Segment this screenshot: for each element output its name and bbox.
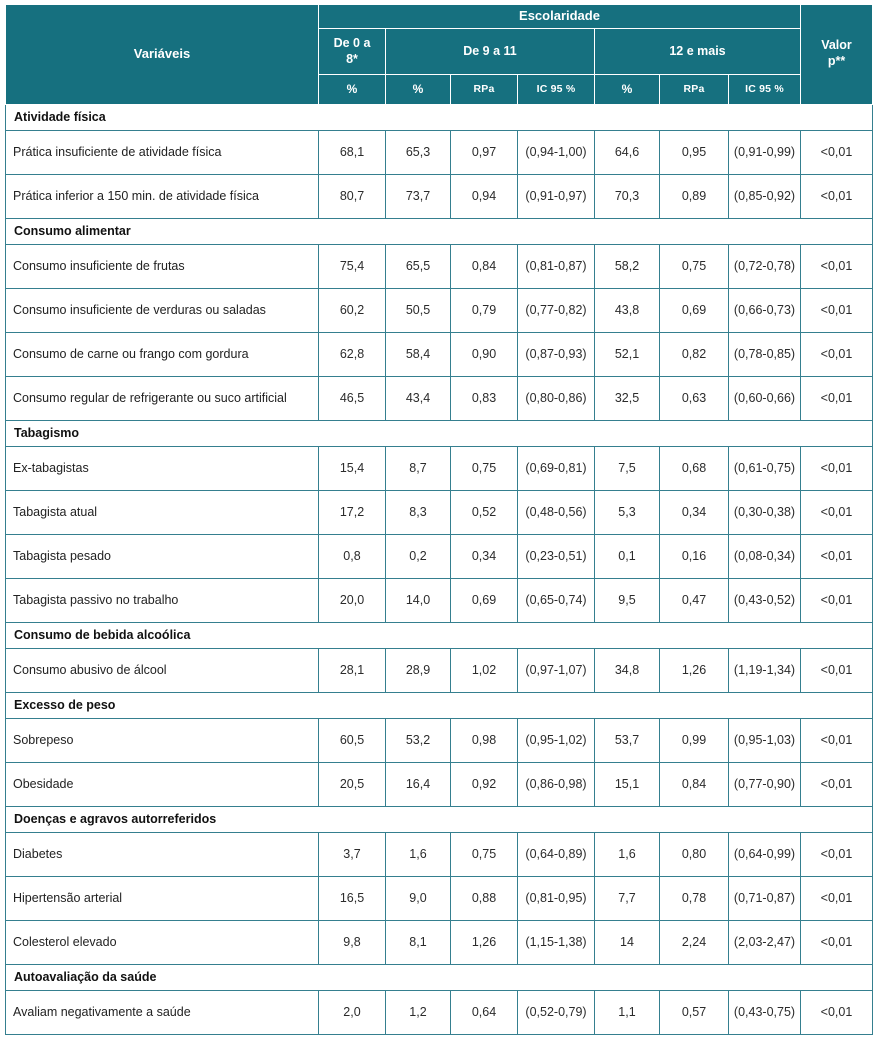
section-title: Autoavaliação da saúde [6, 965, 873, 991]
value-cell: 0,99 [660, 719, 729, 763]
value-cell: <0,01 [801, 447, 873, 491]
variable-label: Consumo abusivo de álcool [6, 649, 319, 693]
value-cell: 34,8 [595, 649, 660, 693]
value-cell: 2,0 [319, 991, 386, 1035]
table-row [6, 877, 873, 921]
column-header-pct-12: % [595, 75, 660, 105]
section-row [6, 807, 873, 833]
value-cell: 8,3 [386, 491, 451, 535]
column-header-rpa-9-11: RPa [451, 75, 518, 105]
value-cell: (0,43-0,52) [729, 579, 801, 623]
value-cell: (0,71-0,87) [729, 877, 801, 921]
value-cell: 0,75 [660, 245, 729, 289]
value-cell: 60,5 [319, 719, 386, 763]
value-cell: 7,7 [595, 877, 660, 921]
value-cell: 9,0 [386, 877, 451, 921]
value-cell: (0,64-0,99) [729, 833, 801, 877]
table-row [6, 719, 873, 763]
table-row [6, 175, 873, 219]
variable-label: Tabagista passivo no trabalho [6, 579, 319, 623]
value-cell: 75,4 [319, 245, 386, 289]
value-cell: <0,01 [801, 649, 873, 693]
value-cell: (0,65-0,74) [518, 579, 595, 623]
value-cell: (0,91-0,97) [518, 175, 595, 219]
header-row-top [6, 5, 873, 29]
value-cell: 14 [595, 921, 660, 965]
section-row [6, 421, 873, 447]
value-cell: (0,97-1,07) [518, 649, 595, 693]
variable-label: Obesidade [6, 763, 319, 807]
column-header-escolaridade: Escolaridade [319, 5, 801, 29]
value-cell: 0,84 [451, 245, 518, 289]
variable-label: Hipertensão arterial [6, 877, 319, 921]
table-row [6, 245, 873, 289]
variable-label: Ex-tabagistas [6, 447, 319, 491]
value-cell: <0,01 [801, 763, 873, 807]
table-row [6, 991, 873, 1035]
section-title: Atividade física [6, 105, 873, 131]
value-cell: 7,5 [595, 447, 660, 491]
value-cell: 0,34 [660, 491, 729, 535]
section-row [6, 623, 873, 649]
value-cell: <0,01 [801, 333, 873, 377]
group-de-0-a-8-label: De 0 a 8* [333, 35, 371, 66]
value-cell: 1,2 [386, 991, 451, 1035]
value-cell: 0,69 [451, 579, 518, 623]
value-cell: (0,61-0,75) [729, 447, 801, 491]
column-header-ic95-9-11: IC 95 % [518, 75, 595, 105]
table-row [6, 763, 873, 807]
section-row [6, 219, 873, 245]
section-title: Doenças e agravos autorreferidos [6, 807, 873, 833]
value-cell: (0,87-0,93) [518, 333, 595, 377]
value-cell: 0,57 [660, 991, 729, 1035]
column-group-de-0-a-8 [319, 29, 386, 75]
section-title: Excesso de peso [6, 693, 873, 719]
value-cell: 0,64 [451, 991, 518, 1035]
value-cell: 50,5 [386, 289, 451, 333]
value-cell: (0,77-0,82) [518, 289, 595, 333]
table-row [6, 131, 873, 175]
variable-label: Diabetes [6, 833, 319, 877]
value-cell: 8,7 [386, 447, 451, 491]
value-cell: 28,9 [386, 649, 451, 693]
value-cell: (0,86-0,98) [518, 763, 595, 807]
value-cell: 58,4 [386, 333, 451, 377]
value-cell: (0,91-0,99) [729, 131, 801, 175]
value-cell: 14,0 [386, 579, 451, 623]
value-cell: (0,66-0,73) [729, 289, 801, 333]
column-header-ic95-12: IC 95 % [729, 75, 801, 105]
section-title: Consumo alimentar [6, 219, 873, 245]
value-cell: <0,01 [801, 289, 873, 333]
section-row [6, 965, 873, 991]
value-cell: 1,26 [660, 649, 729, 693]
value-cell: 65,3 [386, 131, 451, 175]
value-cell: (1,15-1,38) [518, 921, 595, 965]
column-header-variaveis: Variáveis [6, 5, 319, 105]
value-cell: 1,26 [451, 921, 518, 965]
value-cell: 0,68 [660, 447, 729, 491]
value-cell: 58,2 [595, 245, 660, 289]
value-cell: (0,72-0,78) [729, 245, 801, 289]
variable-label: Tabagista atual [6, 491, 319, 535]
value-cell: 0,79 [451, 289, 518, 333]
table-row [6, 649, 873, 693]
value-cell: 80,7 [319, 175, 386, 219]
value-cell: 43,8 [595, 289, 660, 333]
value-cell: 15,1 [595, 763, 660, 807]
value-cell: 0,83 [451, 377, 518, 421]
value-cell: (0,64-0,89) [518, 833, 595, 877]
value-cell: 9,5 [595, 579, 660, 623]
value-cell: 0,84 [660, 763, 729, 807]
value-cell: 43,4 [386, 377, 451, 421]
table-header [6, 5, 873, 105]
value-cell: 0,88 [451, 877, 518, 921]
value-cell: <0,01 [801, 131, 873, 175]
value-cell: <0,01 [801, 377, 873, 421]
variable-label: Avaliam negativamente a saúde [6, 991, 319, 1035]
value-cell: 0,80 [660, 833, 729, 877]
escolaridade-table [5, 4, 873, 1035]
value-cell: (0,81-0,87) [518, 245, 595, 289]
value-cell: 16,4 [386, 763, 451, 807]
value-cell: 17,2 [319, 491, 386, 535]
value-cell: (2,03-2,47) [729, 921, 801, 965]
value-cell: 0,47 [660, 579, 729, 623]
value-cell: 0,94 [451, 175, 518, 219]
column-group-de-9-a-11: De 9 a 11 [386, 29, 595, 75]
column-header-valor-p [801, 5, 873, 105]
value-cell: 64,6 [595, 131, 660, 175]
variable-label: Consumo insuficiente de frutas [6, 245, 319, 289]
value-cell: <0,01 [801, 535, 873, 579]
value-cell: 0,82 [660, 333, 729, 377]
value-cell: 0,78 [660, 877, 729, 921]
value-cell: 1,6 [595, 833, 660, 877]
value-cell: <0,01 [801, 245, 873, 289]
value-cell: <0,01 [801, 175, 873, 219]
table-body [6, 105, 873, 1035]
table-row [6, 289, 873, 333]
column-header-rpa-12: RPa [660, 75, 729, 105]
value-cell: (0,94-1,00) [518, 131, 595, 175]
column-header-pct-9-11: % [386, 75, 451, 105]
value-cell: 0,75 [451, 447, 518, 491]
value-cell: 3,7 [319, 833, 386, 877]
value-cell: (0,80-0,86) [518, 377, 595, 421]
value-cell: 1,6 [386, 833, 451, 877]
table-row [6, 491, 873, 535]
value-cell: (0,78-0,85) [729, 333, 801, 377]
table-row [6, 535, 873, 579]
value-cell: 0,95 [660, 131, 729, 175]
value-cell: (0,08-0,34) [729, 535, 801, 579]
value-cell: 8,1 [386, 921, 451, 965]
value-cell: (0,81-0,95) [518, 877, 595, 921]
table-row [6, 333, 873, 377]
variable-label: Consumo de carne ou frango com gordura [6, 333, 319, 377]
value-cell: (0,52-0,79) [518, 991, 595, 1035]
value-cell: 1,1 [595, 991, 660, 1035]
value-cell: (0,60-0,66) [729, 377, 801, 421]
table-row [6, 579, 873, 623]
table-row [6, 921, 873, 965]
value-cell: (0,43-0,75) [729, 991, 801, 1035]
value-cell: (0,69-0,81) [518, 447, 595, 491]
value-cell: <0,01 [801, 579, 873, 623]
value-cell: 0,34 [451, 535, 518, 579]
value-cell: (0,85-0,92) [729, 175, 801, 219]
value-cell: 0,90 [451, 333, 518, 377]
value-cell: <0,01 [801, 491, 873, 535]
value-cell: 0,89 [660, 175, 729, 219]
value-cell: 70,3 [595, 175, 660, 219]
variable-label: Consumo regular de refrigerante ou suco artificial [6, 377, 319, 421]
value-cell: 0,97 [451, 131, 518, 175]
value-cell: <0,01 [801, 719, 873, 763]
value-cell: (0,77-0,90) [729, 763, 801, 807]
variable-label: Prática insuficiente de atividade física [6, 131, 319, 175]
value-cell: 1,02 [451, 649, 518, 693]
section-row [6, 105, 873, 131]
column-group-12-e-mais: 12 e mais [595, 29, 801, 75]
variable-label: Tabagista pesado [6, 535, 319, 579]
value-cell: 53,7 [595, 719, 660, 763]
variable-label: Consumo insuficiente de verduras ou saladas [6, 289, 319, 333]
value-cell: 60,2 [319, 289, 386, 333]
value-cell: 28,1 [319, 649, 386, 693]
value-cell: (0,95-1,03) [729, 719, 801, 763]
value-cell: (0,48-0,56) [518, 491, 595, 535]
value-cell: 53,2 [386, 719, 451, 763]
value-cell: <0,01 [801, 833, 873, 877]
value-cell: 0,75 [451, 833, 518, 877]
value-cell: 46,5 [319, 377, 386, 421]
value-cell: 52,1 [595, 333, 660, 377]
value-cell: <0,01 [801, 877, 873, 921]
value-cell: <0,01 [801, 991, 873, 1035]
value-cell: (0,30-0,38) [729, 491, 801, 535]
value-cell: 0,92 [451, 763, 518, 807]
value-cell: 20,0 [319, 579, 386, 623]
value-cell: 65,5 [386, 245, 451, 289]
table-row [6, 447, 873, 491]
variable-label: Colesterol elevado [6, 921, 319, 965]
value-cell: (0,23-0,51) [518, 535, 595, 579]
value-cell: 15,4 [319, 447, 386, 491]
value-cell: 0,63 [660, 377, 729, 421]
value-cell: 0,52 [451, 491, 518, 535]
value-cell: (0,95-1,02) [518, 719, 595, 763]
value-cell: 2,24 [660, 921, 729, 965]
table-row [6, 833, 873, 877]
value-cell: 0,98 [451, 719, 518, 763]
section-title: Tabagismo [6, 421, 873, 447]
value-cell: 16,5 [319, 877, 386, 921]
value-cell: 0,16 [660, 535, 729, 579]
variable-label: Sobrepeso [6, 719, 319, 763]
table-row [6, 377, 873, 421]
value-cell: 32,5 [595, 377, 660, 421]
value-cell: 9,8 [319, 921, 386, 965]
value-cell: 5,3 [595, 491, 660, 535]
value-cell: (1,19-1,34) [729, 649, 801, 693]
value-cell: 0,1 [595, 535, 660, 579]
valor-p-label: Valor p** [821, 38, 852, 68]
value-cell: 0,69 [660, 289, 729, 333]
value-cell: 0,8 [319, 535, 386, 579]
value-cell: 68,1 [319, 131, 386, 175]
value-cell: <0,01 [801, 921, 873, 965]
section-row [6, 693, 873, 719]
section-title: Consumo de bebida alcoólica [6, 623, 873, 649]
column-header-pct-0-8: % [319, 75, 386, 105]
variable-label: Prática inferior a 150 min. de atividade física [6, 175, 319, 219]
value-cell: 73,7 [386, 175, 451, 219]
value-cell: 20,5 [319, 763, 386, 807]
value-cell: 62,8 [319, 333, 386, 377]
value-cell: 0,2 [386, 535, 451, 579]
